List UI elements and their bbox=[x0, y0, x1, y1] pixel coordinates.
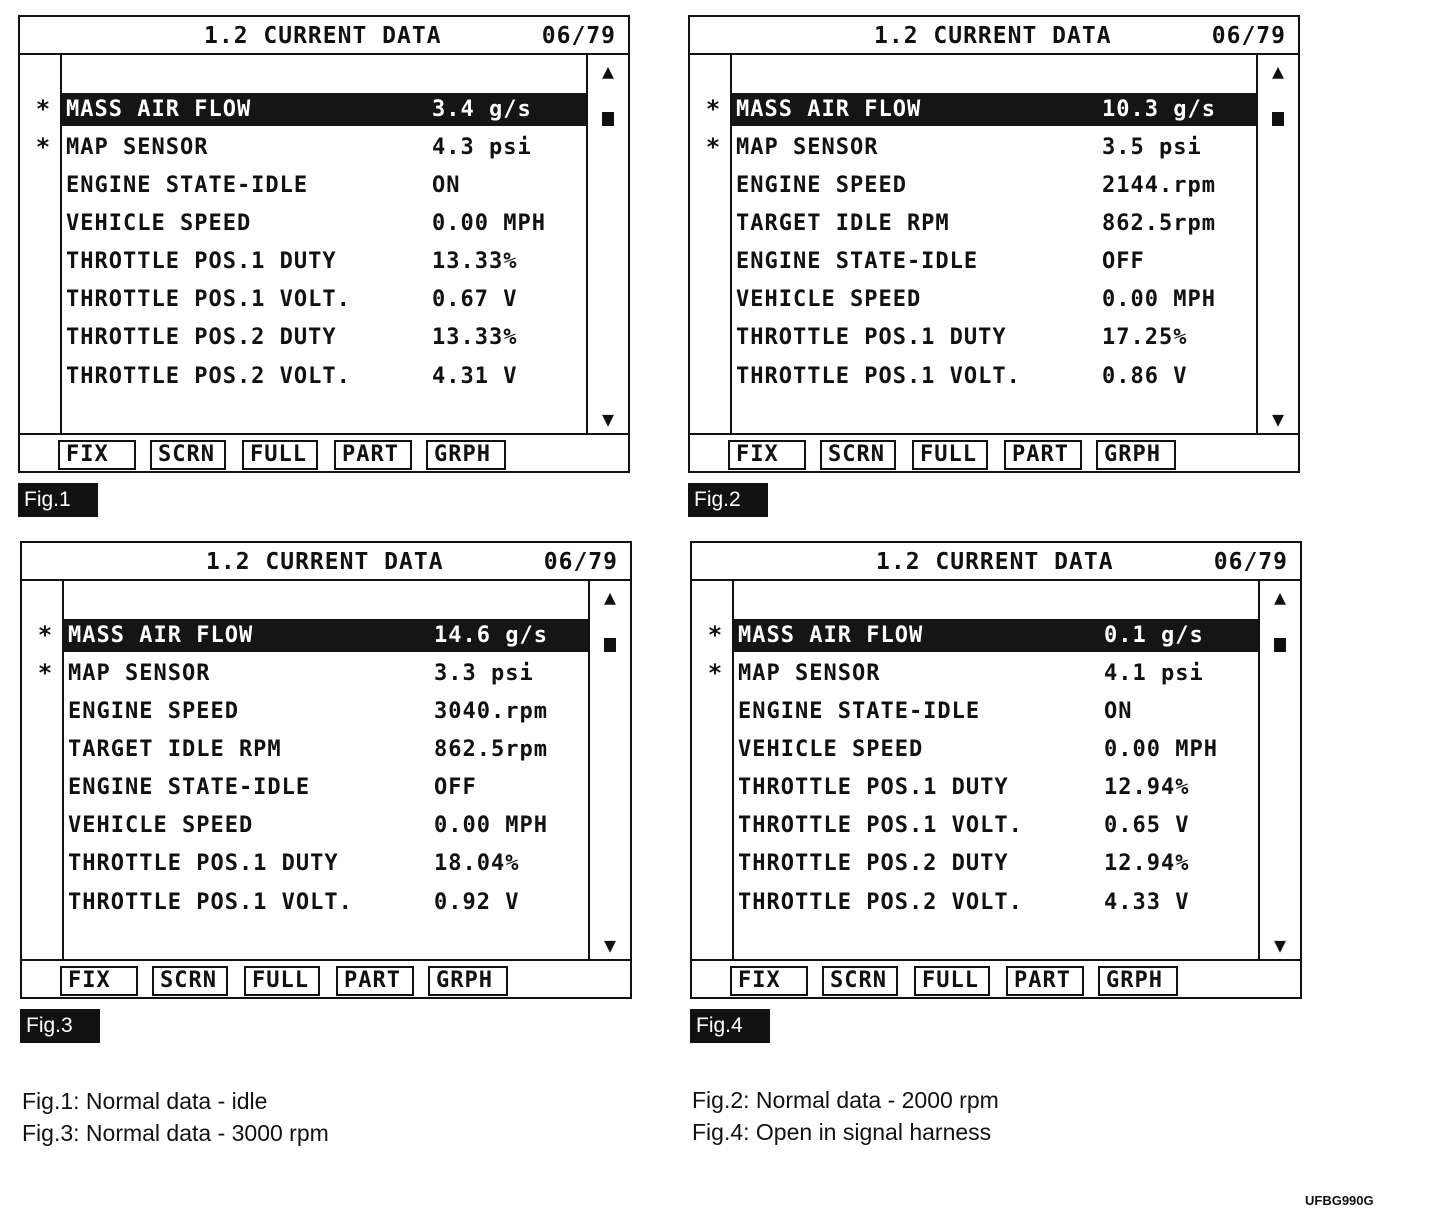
fix-button[interactable]: FIX bbox=[60, 966, 138, 996]
data-row[interactable] bbox=[62, 321, 586, 354]
row-label: MASS AIR FLOW bbox=[738, 623, 924, 648]
row-label: ENGINE STATE-IDLE bbox=[738, 699, 981, 724]
row-marker: * bbox=[35, 95, 51, 123]
triangle-down-icon[interactable]: ▼ bbox=[1273, 933, 1287, 957]
triangle-down-icon[interactable]: ▼ bbox=[603, 933, 617, 957]
row-label: THROTTLE POS.1 VOLT. bbox=[66, 287, 351, 312]
fix-button[interactable]: FIX bbox=[58, 440, 136, 470]
triangle-down-icon[interactable]: ▼ bbox=[601, 407, 615, 431]
screen-frame bbox=[18, 15, 630, 473]
part-button[interactable]: PART bbox=[1004, 440, 1082, 470]
row-marker: * bbox=[707, 659, 723, 687]
screen-frame bbox=[20, 541, 632, 999]
triangle-up-icon[interactable]: ▲ bbox=[1273, 585, 1287, 609]
row-label: ENGINE SPEED bbox=[736, 173, 907, 198]
row-value: 2144.rpm bbox=[1102, 173, 1216, 198]
row-label: ENGINE STATE-IDLE bbox=[66, 173, 309, 198]
data-row[interactable] bbox=[732, 169, 1256, 202]
row-value: 10.3 g/s bbox=[1102, 97, 1216, 122]
data-row[interactable] bbox=[64, 886, 588, 919]
row-value: 12.94% bbox=[1104, 775, 1190, 800]
row-value: 0.92 V bbox=[434, 890, 520, 915]
row-value: 4.1 psi bbox=[1104, 661, 1204, 686]
data-list bbox=[730, 53, 1258, 433]
row-value: 13.33% bbox=[432, 249, 518, 274]
grph-button[interactable]: GRPH bbox=[1096, 440, 1176, 470]
row-marker: * bbox=[37, 621, 53, 649]
data-row[interactable] bbox=[64, 695, 588, 728]
scroll-thumb-icon[interactable] bbox=[600, 633, 620, 657]
data-row[interactable] bbox=[64, 847, 588, 880]
row-label: MAP SENSOR bbox=[68, 661, 211, 686]
document-code: UFBG990G bbox=[1305, 1193, 1374, 1208]
row-value: 862.5rpm bbox=[434, 737, 548, 762]
full-button[interactable]: FULL bbox=[914, 966, 990, 996]
row-value: 4.3 psi bbox=[432, 135, 532, 160]
data-row[interactable] bbox=[64, 771, 588, 804]
row-value: 862.5rpm bbox=[1102, 211, 1216, 236]
row-label: VEHICLE SPEED bbox=[66, 211, 252, 236]
scan-screen-fig1 bbox=[18, 15, 630, 511]
row-label: THROTTLE POS.2 DUTY bbox=[66, 325, 337, 350]
data-row[interactable] bbox=[62, 245, 586, 278]
grph-button[interactable]: GRPH bbox=[428, 966, 508, 996]
screen-title: 1.2 CURRENT DATA bbox=[206, 549, 444, 575]
row-marker: * bbox=[707, 621, 723, 649]
row-label: THROTTLE POS.2 DUTY bbox=[738, 851, 1009, 876]
fix-button[interactable]: FIX bbox=[728, 440, 806, 470]
triangle-up-icon[interactable]: ▲ bbox=[601, 59, 615, 83]
data-row[interactable] bbox=[62, 360, 586, 393]
row-value: 12.94% bbox=[1104, 851, 1190, 876]
row-value: 0.00 MPH bbox=[432, 211, 546, 236]
screen-title: 1.2 CURRENT DATA bbox=[204, 23, 442, 49]
row-value: 0.65 V bbox=[1104, 813, 1190, 838]
data-row-selected[interactable] bbox=[734, 619, 1258, 652]
grph-button[interactable]: GRPH bbox=[426, 440, 506, 470]
page-indicator: 06/79 bbox=[1211, 23, 1286, 49]
scroll-thumb-icon[interactable] bbox=[1270, 633, 1290, 657]
title-bar bbox=[20, 17, 628, 55]
row-value: 0.00 MPH bbox=[434, 813, 548, 838]
row-value: 0.86 V bbox=[1102, 364, 1188, 389]
row-label: MAP SENSOR bbox=[738, 661, 881, 686]
data-row[interactable] bbox=[734, 771, 1258, 804]
row-label: MAP SENSOR bbox=[66, 135, 209, 160]
row-label: VEHICLE SPEED bbox=[736, 287, 922, 312]
row-value: ON bbox=[1104, 699, 1133, 724]
grph-button[interactable]: GRPH bbox=[1098, 966, 1178, 996]
data-row[interactable] bbox=[734, 695, 1258, 728]
row-label: THROTTLE POS.1 DUTY bbox=[736, 325, 1007, 350]
data-row[interactable] bbox=[734, 809, 1258, 842]
scrn-button[interactable]: SCRN bbox=[152, 966, 228, 996]
data-row[interactable] bbox=[732, 321, 1256, 354]
row-marker: * bbox=[705, 133, 721, 161]
row-label: ENGINE STATE-IDLE bbox=[68, 775, 311, 800]
row-label: MASS AIR FLOW bbox=[68, 623, 254, 648]
row-label: THROTTLE POS.1 DUTY bbox=[66, 249, 337, 274]
row-label: THROTTLE POS.1 VOLT. bbox=[68, 890, 353, 915]
row-label: ENGINE SPEED bbox=[68, 699, 239, 724]
title-bar bbox=[22, 543, 630, 581]
row-value: 0.1 g/s bbox=[1104, 623, 1204, 648]
row-value: 13.33% bbox=[432, 325, 518, 350]
softkey-bar bbox=[690, 433, 1298, 473]
data-row[interactable] bbox=[734, 847, 1258, 880]
row-value: OFF bbox=[434, 775, 477, 800]
scrn-button[interactable]: SCRN bbox=[822, 966, 898, 996]
page-indicator: 06/79 bbox=[543, 549, 618, 575]
data-list bbox=[62, 579, 590, 959]
data-list bbox=[60, 53, 588, 433]
data-row[interactable] bbox=[734, 886, 1258, 919]
screen-title: 1.2 CURRENT DATA bbox=[876, 549, 1114, 575]
scan-screen-fig4 bbox=[690, 541, 1302, 1037]
row-value: 3.5 psi bbox=[1102, 135, 1202, 160]
row-value: OFF bbox=[1102, 249, 1145, 274]
figure-caption: Fig.2: Normal data - 2000 rpm bbox=[692, 1087, 999, 1113]
data-row[interactable] bbox=[62, 207, 586, 240]
scrn-button[interactable]: SCRN bbox=[820, 440, 896, 470]
data-row[interactable] bbox=[732, 283, 1256, 316]
figure-caption: Fig.1: Normal data - idle bbox=[22, 1088, 268, 1114]
row-value: 14.6 g/s bbox=[434, 623, 548, 648]
data-row[interactable] bbox=[62, 169, 586, 202]
data-row[interactable] bbox=[64, 657, 588, 690]
data-row-selected[interactable] bbox=[62, 93, 586, 126]
row-label: THROTTLE POS.1 VOLT. bbox=[736, 364, 1021, 389]
data-row[interactable] bbox=[732, 131, 1256, 164]
full-button[interactable]: FULL bbox=[242, 440, 318, 470]
data-row[interactable] bbox=[64, 733, 588, 766]
data-row[interactable] bbox=[734, 657, 1258, 690]
page-indicator: 06/79 bbox=[1213, 549, 1288, 575]
data-list bbox=[732, 579, 1260, 959]
row-value: 0.67 V bbox=[432, 287, 518, 312]
data-row[interactable] bbox=[732, 207, 1256, 240]
scan-screen-fig3 bbox=[20, 541, 632, 1037]
triangle-down-icon[interactable]: ▼ bbox=[1271, 407, 1285, 431]
row-value: 4.33 V bbox=[1104, 890, 1190, 915]
row-value: 18.04% bbox=[434, 851, 520, 876]
data-row[interactable] bbox=[732, 360, 1256, 393]
figure-caption: Fig.3: Normal data - 3000 rpm bbox=[22, 1120, 329, 1146]
part-button[interactable]: PART bbox=[336, 966, 414, 996]
data-row-selected[interactable] bbox=[732, 93, 1256, 126]
row-label: THROTTLE POS.1 DUTY bbox=[68, 851, 339, 876]
row-marker: * bbox=[35, 133, 51, 161]
row-value: 3040.rpm bbox=[434, 699, 548, 724]
triangle-up-icon[interactable]: ▲ bbox=[1271, 59, 1285, 83]
scroll-thumb-icon[interactable] bbox=[598, 107, 618, 131]
softkey-bar bbox=[22, 959, 630, 999]
row-label: TARGET IDLE RPM bbox=[68, 737, 282, 762]
screen-title: 1.2 CURRENT DATA bbox=[874, 23, 1112, 49]
triangle-up-icon[interactable]: ▲ bbox=[603, 585, 617, 609]
row-value: 17.25% bbox=[1102, 325, 1188, 350]
data-row[interactable] bbox=[734, 733, 1258, 766]
row-value: 4.31 V bbox=[432, 364, 518, 389]
row-label: TARGET IDLE RPM bbox=[736, 211, 950, 236]
data-row[interactable] bbox=[732, 245, 1256, 278]
row-label: THROTTLE POS.2 VOLT. bbox=[66, 364, 351, 389]
screen-frame bbox=[688, 15, 1300, 473]
row-label: THROTTLE POS.1 DUTY bbox=[738, 775, 1009, 800]
figure-label: Fig.3 bbox=[20, 1009, 100, 1043]
row-value: ON bbox=[432, 173, 461, 198]
full-button[interactable]: FULL bbox=[912, 440, 988, 470]
page-indicator: 06/79 bbox=[541, 23, 616, 49]
row-label: THROTTLE POS.1 VOLT. bbox=[738, 813, 1023, 838]
part-button[interactable]: PART bbox=[334, 440, 412, 470]
row-label: THROTTLE POS.2 VOLT. bbox=[738, 890, 1023, 915]
figure-label: Fig.2 bbox=[688, 483, 768, 517]
scrn-button[interactable]: SCRN bbox=[150, 440, 226, 470]
row-label: ENGINE STATE-IDLE bbox=[736, 249, 979, 274]
row-value: 3.3 psi bbox=[434, 661, 534, 686]
row-value: 3.4 g/s bbox=[432, 97, 532, 122]
row-value: 0.00 MPH bbox=[1102, 287, 1216, 312]
row-label: VEHICLE SPEED bbox=[738, 737, 924, 762]
scroll-thumb-icon[interactable] bbox=[1268, 107, 1288, 131]
part-button[interactable]: PART bbox=[1006, 966, 1084, 996]
softkey-bar bbox=[692, 959, 1300, 999]
figure-caption: Fig.4: Open in signal harness bbox=[692, 1119, 992, 1145]
row-value: 0.00 MPH bbox=[1104, 737, 1218, 762]
row-label: MAP SENSOR bbox=[736, 135, 879, 160]
data-row[interactable] bbox=[64, 809, 588, 842]
title-bar bbox=[690, 17, 1298, 55]
data-row[interactable] bbox=[62, 131, 586, 164]
figure-label: Fig.4 bbox=[690, 1009, 770, 1043]
title-bar bbox=[692, 543, 1300, 581]
full-button[interactable]: FULL bbox=[244, 966, 320, 996]
row-label: VEHICLE SPEED bbox=[68, 813, 254, 838]
row-marker: * bbox=[37, 659, 53, 687]
softkey-bar bbox=[20, 433, 628, 473]
row-marker: * bbox=[705, 95, 721, 123]
data-row[interactable] bbox=[62, 283, 586, 316]
figure-label: Fig.1 bbox=[18, 483, 98, 517]
fix-button[interactable]: FIX bbox=[730, 966, 808, 996]
scan-screen-fig2 bbox=[688, 15, 1300, 511]
row-label: MASS AIR FLOW bbox=[736, 97, 922, 122]
row-label: MASS AIR FLOW bbox=[66, 97, 252, 122]
data-row-selected[interactable] bbox=[64, 619, 588, 652]
screen-frame bbox=[690, 541, 1302, 999]
